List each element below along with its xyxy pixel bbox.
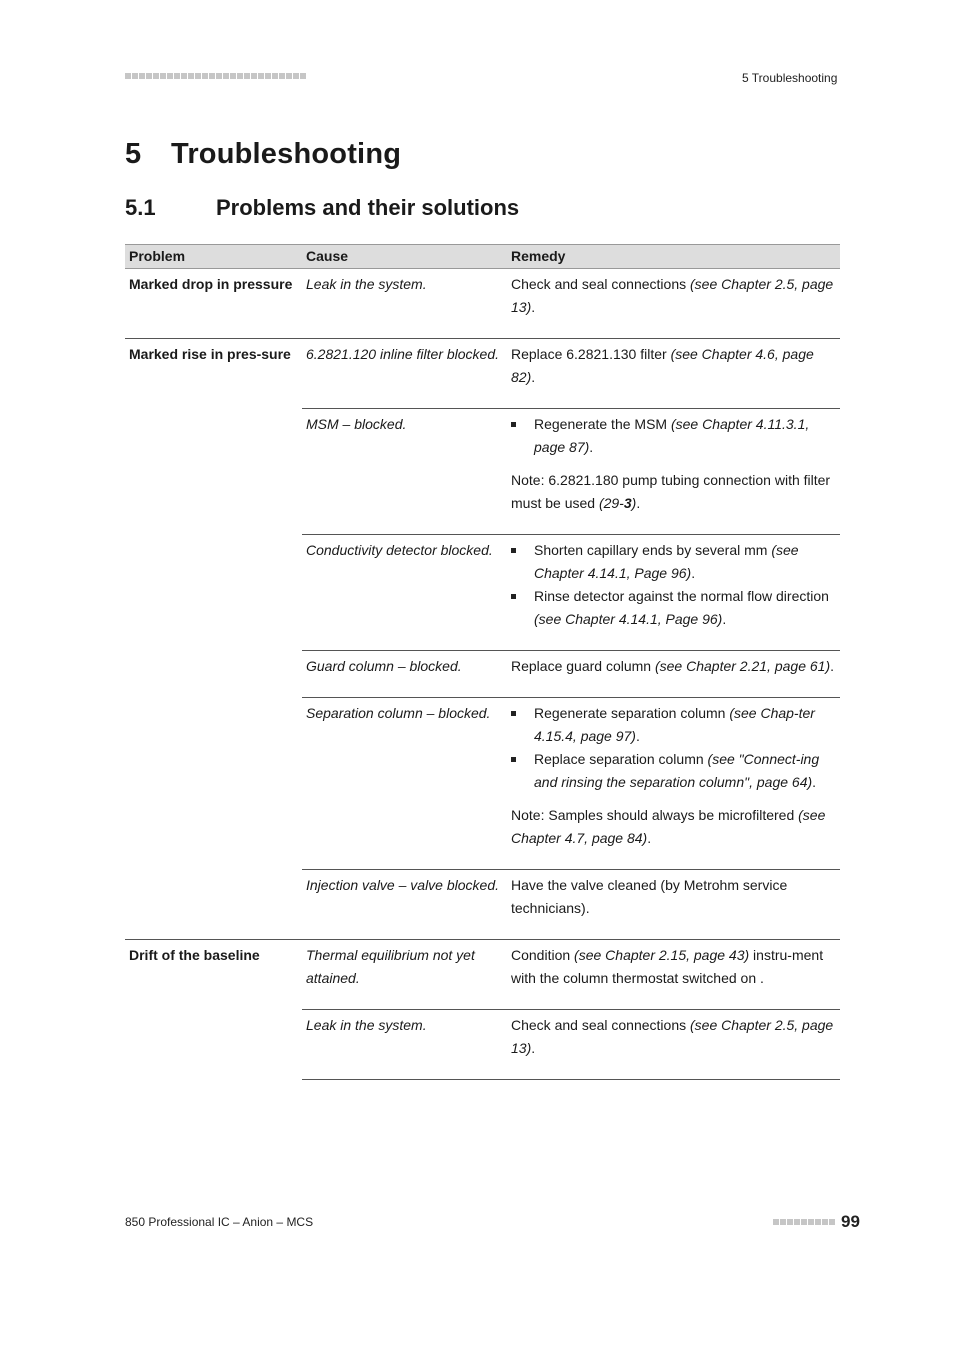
section-title (125, 195, 519, 221)
running-header: 5 Troubleshooting (742, 71, 838, 85)
table-row (125, 339, 840, 409)
cause-cell: Leak in the system. (302, 1010, 507, 1080)
footer-decoration (773, 1219, 835, 1225)
footer-page (773, 1212, 860, 1232)
remedy-cell: Replace guard column (see Chapter 2.21, page 61). (507, 651, 840, 698)
chapter-title-text: Troubleshooting (171, 138, 402, 170)
remedy-cell: Condition (see Chapter 2.15, page 43) instru-ment with the column thermostat switched on . (507, 940, 840, 1010)
remedy-cell: Replace 6.2821.130 filter (see Chapter 4.6, page 82). (507, 339, 840, 409)
chapter-reference: (see Chap-ter 4.15.4, page 97) (534, 705, 815, 744)
remedy-cell (507, 535, 840, 651)
cause-cell: MSM – blocked. (302, 409, 507, 535)
figure-reference: (29-3) (598, 495, 637, 511)
bullet-icon (511, 422, 516, 427)
bullet-icon (511, 757, 516, 762)
remedy-cell: Check and seal connections (see Chapter 2.5, page 13). (507, 1010, 840, 1080)
remedy-cell: Check and seal connections (see Chapter 2.5, page 13). (507, 269, 840, 339)
bullet-icon (511, 711, 516, 716)
remedy-list (511, 539, 836, 631)
problem-cell: Drift of the baseline (129, 947, 260, 963)
remedy-cell (507, 698, 840, 870)
chapter-reference: (see Chapter 4.14.1, Page 96) (534, 611, 723, 627)
cause-cell: Guard column – blocked. (302, 651, 507, 698)
cause-cell: Conductivity detector blocked. (302, 535, 507, 651)
remedy-list (511, 413, 836, 459)
header-cause: Cause (302, 245, 507, 269)
problem-cell: Marked rise in pres-sure (125, 339, 302, 940)
chapter-number: 5 (125, 138, 142, 170)
header-remedy: Remedy (507, 245, 840, 269)
list-item: Regenerate the MSM (see Chapter 4.11.3.1, page 87). (511, 413, 836, 459)
list-item: Rinse detector against the normal flow direction (see Chapter 4.14.1, Page 96). (511, 585, 836, 631)
table-row (125, 269, 840, 339)
remedy-note: Note: Samples should always be microfiltered (see Chapter 4.7, page 84). (511, 807, 826, 846)
chapter-reference: (see Chapter 2.15, page 43) (574, 947, 750, 963)
header-problem: Problem (125, 245, 302, 269)
table-row (125, 940, 840, 1010)
chapter-reference: (see Chapter 2.21, page 61) (654, 658, 831, 674)
chapter-title (125, 138, 401, 171)
bullet-icon (511, 594, 516, 599)
page-number: 99 (841, 1212, 860, 1231)
remedy-note: Note: 6.2821.180 pump tubing connection with filter must be used (29-3). (511, 472, 831, 511)
remedy-list (511, 702, 836, 794)
chapter-reference: (see Chapter 4.7, page 84) (511, 807, 826, 846)
chapter-reference: (see Chapter 4.14.1, Page 96) (534, 542, 799, 581)
chapter-reference: (see Chapter 2.5, page 13) (511, 276, 834, 315)
chapter-reference: (see Chapter 4.11.3.1, page 87) (534, 416, 810, 455)
section-number: 5.1 (125, 195, 156, 220)
cause-cell: Leak in the system. (302, 269, 507, 339)
chapter-reference: (see Chapter 2.5, page 13) (511, 1017, 834, 1056)
list-item: Shorten capillary ends by several mm (see Chapter 4.14.1, Page 96). (511, 539, 836, 585)
bullet-icon (511, 548, 516, 553)
remedy-cell: Have the valve cleaned (by Metrohm service technicians). (507, 870, 840, 940)
remedy-cell (507, 409, 840, 535)
section-title-text: Problems and their solutions (216, 195, 520, 220)
cause-cell: Thermal equilibrium not yet attained. (302, 940, 507, 1010)
problem-cell: Marked drop in pressure (125, 269, 302, 339)
list-item: Regenerate separation column (see Chap-ter 4.15.4, page 97). (511, 702, 836, 748)
list-item: Replace separation column (see "Connect-ing and rinsing the separation column", page 64). (511, 748, 836, 794)
cause-cell: Injection valve – valve blocked. (302, 870, 507, 940)
footer-product: 850 Professional IC – Anion – MCS (125, 1215, 314, 1229)
chapter-reference: (see "Connect-ing and rinsing the separation column", page 64) (534, 751, 820, 790)
troubleshooting-table (125, 244, 840, 1080)
cause-cell: 6.2821.120 inline filter blocked. (302, 339, 507, 409)
header-decoration (125, 73, 306, 79)
cause-cell: Separation column – blocked. (302, 698, 507, 870)
table-header-row (125, 245, 840, 269)
chapter-reference: (see Chapter 4.6, page 82) (511, 346, 814, 385)
